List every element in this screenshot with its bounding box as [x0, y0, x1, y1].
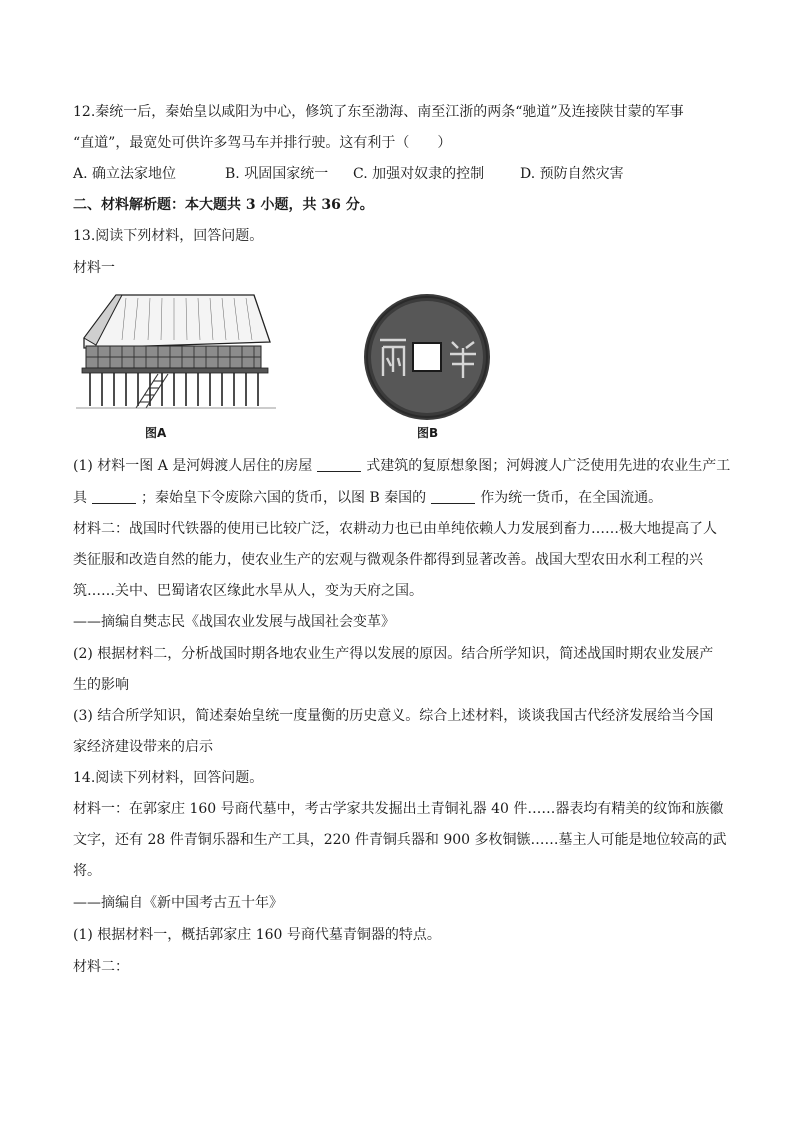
q12-line-1: 12.秦统一后，秦始皇以咸阳为中心，修筑了东至渤海、南至江浙的两条“驰道”及连接陕甘蒙的军事	[73, 104, 684, 120]
q14-material-1-line-2: 文字，还有 28 件青铜乐器和生产工具，220 件青铜兵器和 900 多枚铜镞……墓主人可能是地位较高的武	[73, 832, 727, 848]
q13-material-2-line-3: 筑……关中、巴蜀诸农区缘此水旱从人，变为天府之国。	[73, 583, 423, 599]
q13-material-2-line-2: 类征服和改造自然的能力，使农业生产的宏观与微观条件都得到显著改善。战国大型农田水利工程的兴	[73, 552, 703, 568]
q14-material-1-line-3: 将。	[73, 863, 101, 879]
q13-part2-line-2: 生的影响	[73, 677, 129, 693]
q14-part1: (1) 根据材料一，概括郭家庄 160 号商代墓青铜器的特点。	[73, 927, 441, 943]
q13-part3-line-2: 家经济建设带来的启示	[73, 739, 213, 755]
banliang-coin-image	[362, 292, 492, 422]
q13-material-2-source: ——摘编自樊志民《战国农业发展与战国社会变革》	[73, 614, 395, 630]
answer-blank[interactable]	[317, 457, 361, 472]
q13-part1-text-c: 具	[73, 490, 87, 506]
q14-material-1-line-1: 材料一：在郭家庄 160 号商代墓中，考古学家共发掘出土青铜礼器 40 件……器表均有精美的纹饰和族徽	[73, 801, 724, 817]
q12-option-d: D. 预防自然灾害	[520, 166, 624, 182]
q14-intro: 14.阅读下列材料，回答问题。	[73, 770, 264, 786]
q13-material-2-line-1: 材料二：战国时代铁器的使用已比较广泛，农耕动力也已由单纯依赖人力发展到畜力……极大地提高了人	[73, 521, 717, 537]
q12-option-b: B. 巩固国家统一	[225, 166, 329, 182]
q12-options	[73, 164, 713, 184]
q13-part3-line-1: (3) 结合所学知识，简述秦始皇统一度量衡的历史意义。综合上述材料，谈谈我国古代经济发展给当今国	[73, 708, 714, 724]
figure-b-caption: 图B	[417, 426, 439, 440]
q13-part1-text-b: 式建筑的复原想象图；河姆渡人广泛使用先进的农业生产工	[366, 458, 731, 474]
figure-a-caption: 图A	[145, 426, 167, 440]
answer-blank[interactable]	[431, 489, 475, 504]
answer-blank[interactable]	[92, 489, 136, 504]
q13-part1-text-d: ；秦始皇下令废除六国的货币，以图 B 秦国的	[141, 490, 427, 506]
q13-part1-text-a: (1) 材料一图 A 是河姆渡人居住的房屋	[73, 458, 313, 474]
q13-part2-line-1: (2) 根据材料二，分析战国时期各地农业生产得以发展的原因。结合所学知识，简述战国时期农业发展产	[73, 646, 714, 662]
q12-line-2: “直道”，最宽处可供许多驾马车并排行驶。这有利于（ ）	[73, 135, 452, 151]
q12-option-a: A. 确立法家地位	[73, 166, 177, 182]
q13-part1-line-2	[73, 488, 662, 508]
q13-part1-text-e: 作为统一货币，在全国流通。	[480, 490, 663, 506]
section-2-heading: 二、材料解析题：本大题共 3 小题，共 36 分。	[73, 197, 374, 213]
q14-material-1-source: ——摘编自《新中国考古五十年》	[73, 895, 283, 911]
q13-material-1-label: 材料一	[73, 260, 115, 276]
q13-intro: 13.阅读下列材料，回答问题。	[73, 228, 264, 244]
q13-part1-line-1	[73, 456, 730, 476]
stilt-house-illustration	[76, 290, 276, 415]
q12-option-c: C. 加强对奴隶的控制	[353, 166, 485, 182]
q14-material-2-label: 材料二：	[73, 959, 129, 975]
